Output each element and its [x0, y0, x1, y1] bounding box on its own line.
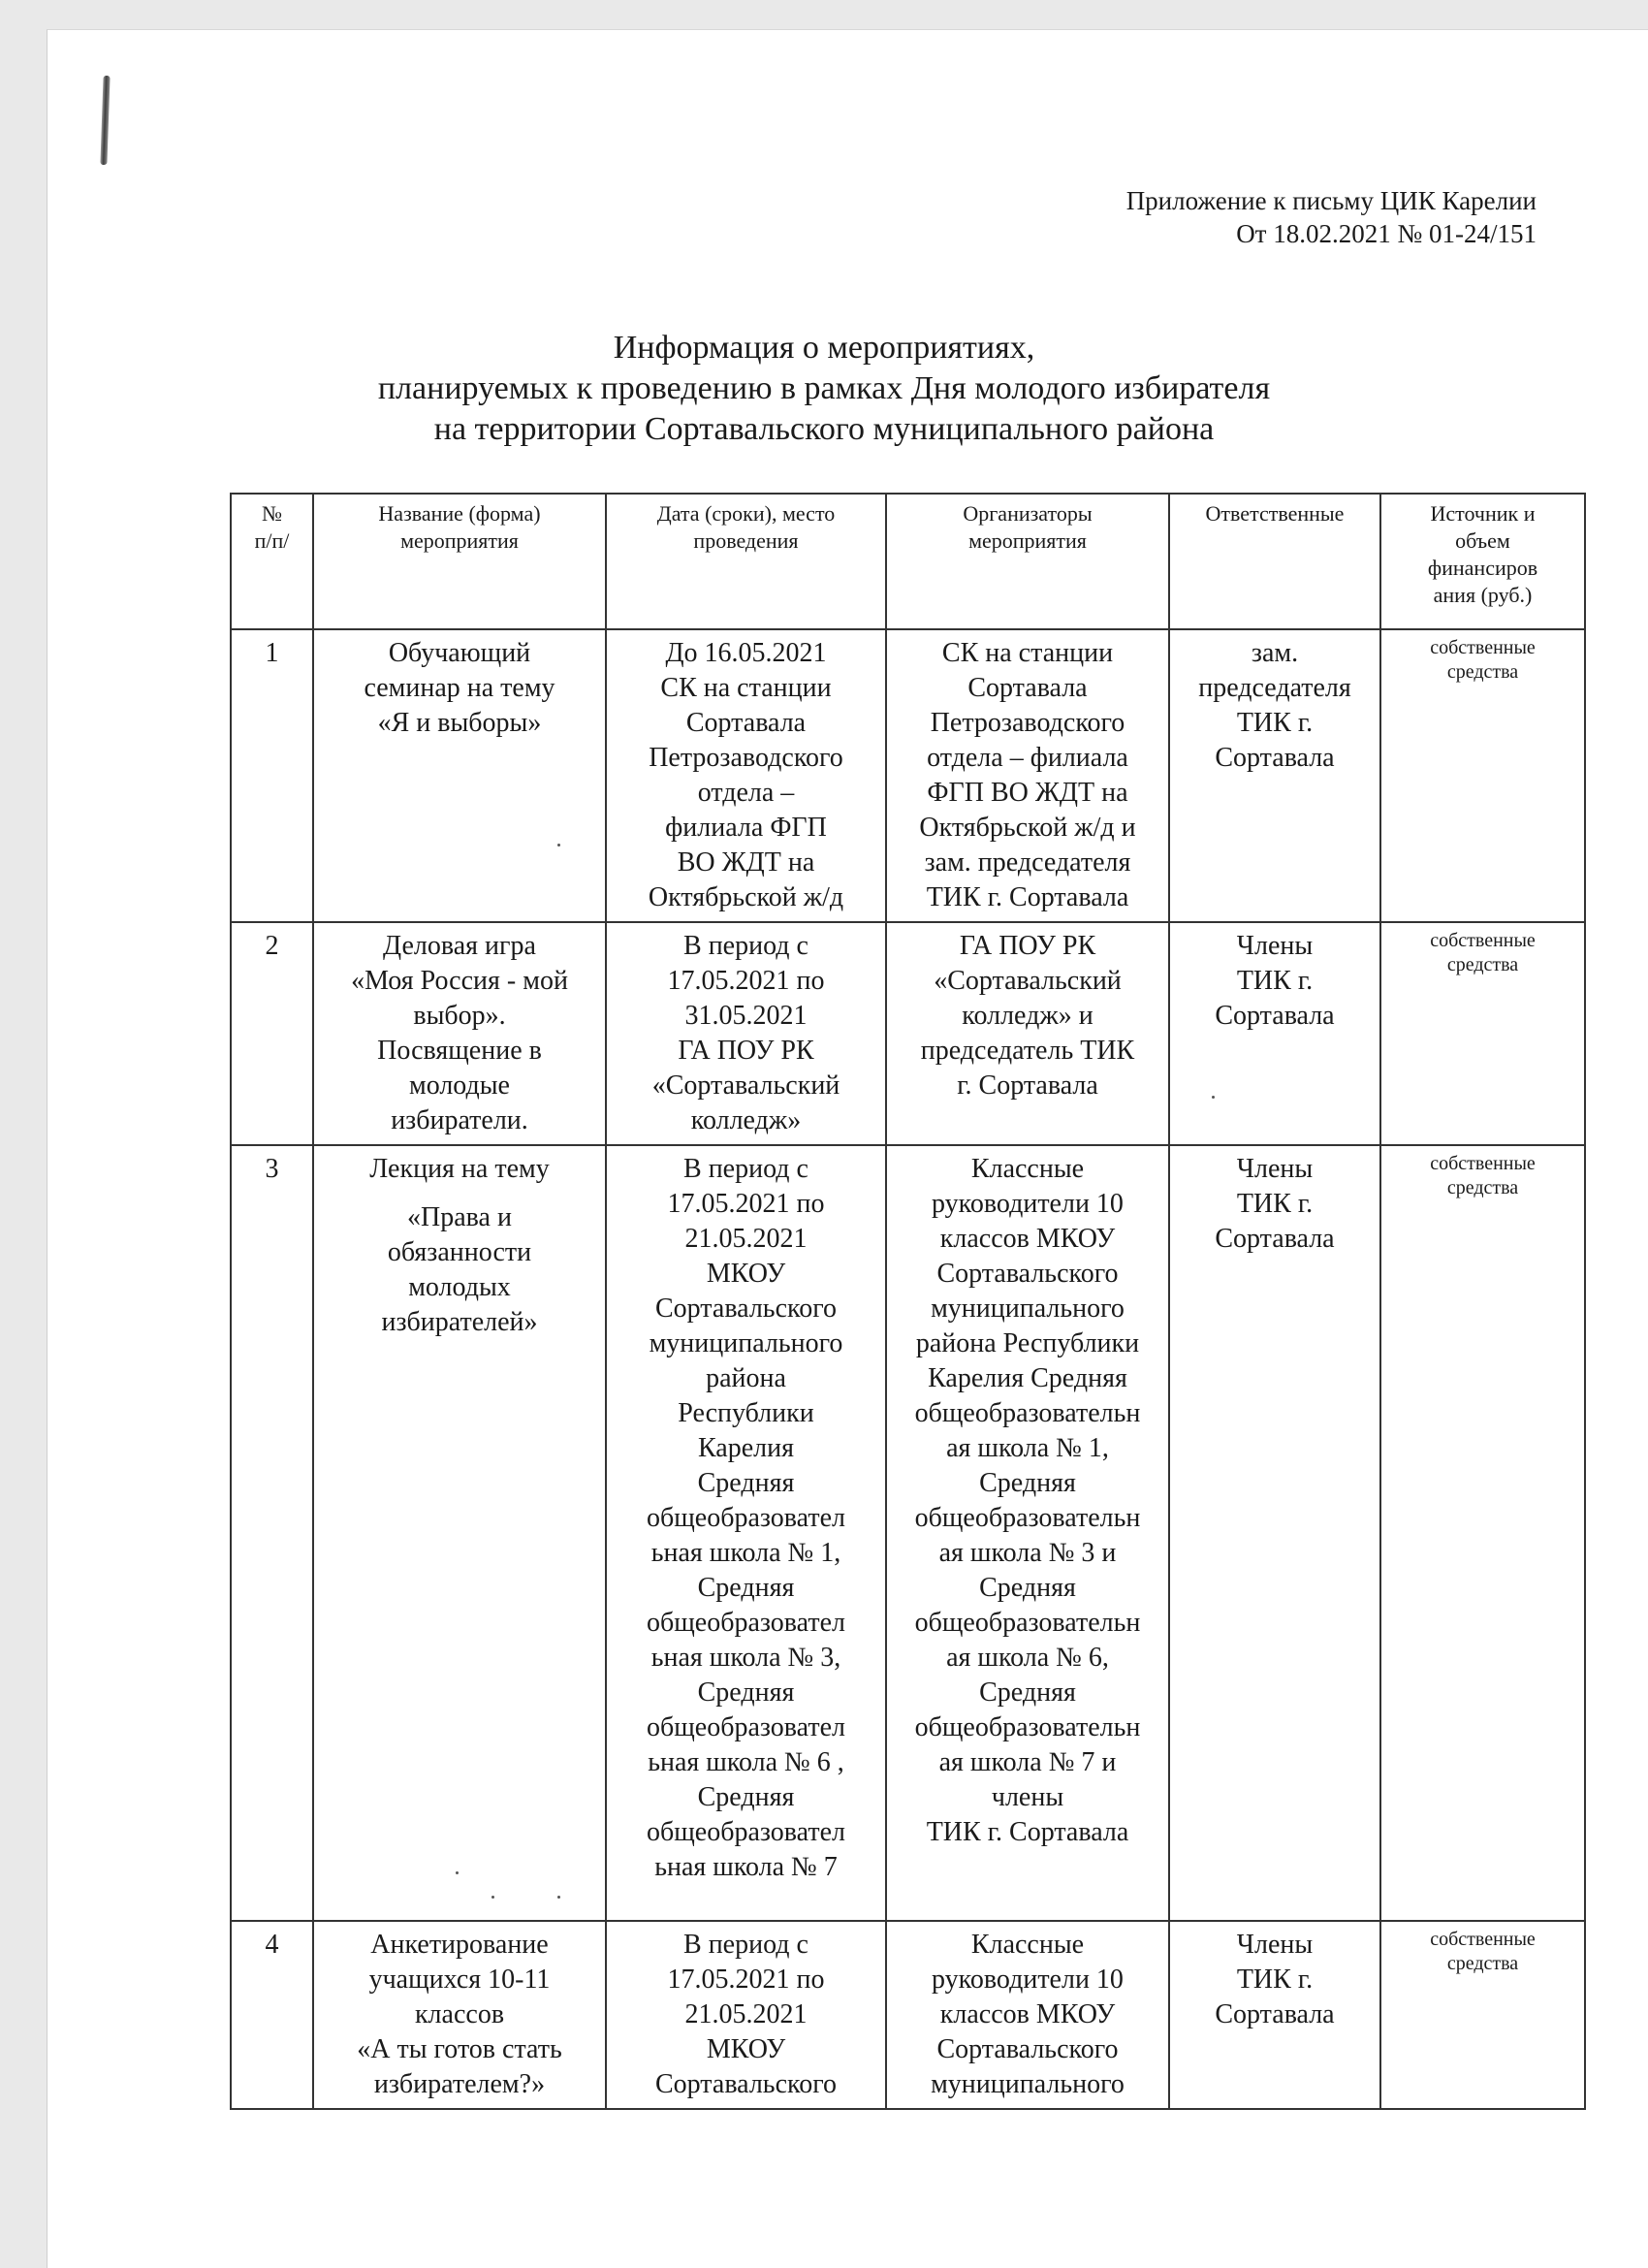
event-funding: собственные средства	[1380, 1145, 1585, 1921]
event-funding: собственные средства	[1380, 629, 1585, 922]
table-row	[231, 629, 1585, 922]
event-organizers: ГА ПОУ РК «Сортавальский колледж» и председатель ТИК г. Сортавала	[886, 922, 1169, 1145]
event-name-topic: «Права и обязанности молодых избирателей»	[381, 1202, 538, 1337]
table-row	[231, 1145, 1585, 1921]
event-date-place: До 16.05.2021 СК на станции Сортавала Петрозаводского отдела – филиала ФГП ВО ЖДТ на Октябрьской ж/д	[606, 629, 886, 922]
header-organizers: Организаторы мероприятия	[886, 494, 1169, 629]
header-date-place: Дата (сроки), место проведения	[606, 494, 886, 629]
title-line-3: на территории Сортавальского муниципального района	[433, 411, 1215, 447]
row-number: 4	[231, 1921, 313, 2109]
event-responsible: Члены ТИК г. Сортавала	[1169, 922, 1380, 1145]
event-name: Анкетирование учащихся 10-11 классов «А ты готов стать избирателем?»	[313, 1921, 606, 2109]
table-row	[231, 922, 1585, 1145]
appendix-reference	[1126, 184, 1537, 250]
event-funding: собственные средства	[1380, 922, 1585, 1145]
row-number: 1	[231, 629, 313, 922]
event-date-place: В период с 17.05.2021 по 21.05.2021 МКОУ Сортавальского муниципального района Республики Карелия Средняя общеобразовател ьная школа № 1, Средняя общеобразовател ьная школа № 3, Средняя общеобразовател ьная школа № 6 , Средняя общеобразовател ьная школа № 7	[606, 1145, 886, 1921]
document-title	[0, 328, 1648, 450]
header-number: № п/п/	[231, 494, 313, 629]
scan-speck	[1212, 1096, 1215, 1099]
event-responsible: Члены ТИК г. Сортавала	[1169, 1921, 1380, 2109]
table-row	[231, 1921, 1585, 2109]
scan-speck	[557, 1896, 560, 1899]
scan-speck	[456, 1871, 459, 1874]
event-name: Лекция на тему	[369, 1154, 550, 1184]
appendix-line-2: От 18.02.2021 № 01-24/151	[1236, 219, 1537, 248]
event-organizers: СК на станции Сортавала Петрозаводского отдела – филиала ФГП ВО ЖДТ на Октябрьской ж/д и зам. председателя ТИК г. Сортавала	[886, 629, 1169, 922]
event-date-place: В период с 17.05.2021 по 21.05.2021 МКОУ Сортавальского	[606, 1921, 886, 2109]
event-responsible: зам. председателя ТИК г. Сортавала	[1169, 629, 1380, 922]
event-responsible: Члены ТИК г. Сортавала	[1169, 1145, 1380, 1921]
scan-speck	[491, 1896, 494, 1899]
event-name: Обучающий семинар на тему «Я и выборы»	[313, 629, 606, 922]
title-line-1: Информация о мероприятиях,	[613, 330, 1035, 366]
scan-speck	[557, 844, 560, 847]
event-date-place: В период с 17.05.2021 по 31.05.2021 ГА ПОУ РК «Сортавальский колледж»	[606, 922, 886, 1145]
event-organizers: Классные руководители 10 классов МКОУ Сортавальского муниципального	[886, 1921, 1169, 2109]
header-event-name: Название (форма) мероприятия	[313, 494, 606, 629]
event-organizers: Классные руководители 10 классов МКОУ Сортавальского муниципального района Республики Карелия Средняя общеобразовательн ая школа № 1, Средняя общеобразовательн ая школа № 3 и Средняя общеобразовательн ая школа № 6, Средняя общеобразовательн ая школа № 7 и члены ТИК г. Сортавала	[886, 1145, 1169, 1921]
row-number: 3	[231, 1145, 313, 1921]
appendix-line-1: Приложение к письму ЦИК Карелии	[1125, 186, 1537, 215]
header-funding: Источник и объем финансиров ания (руб.)	[1380, 494, 1585, 629]
event-name-cell	[313, 1145, 606, 1921]
row-number: 2	[231, 922, 313, 1145]
table-header-row	[231, 494, 1585, 629]
title-line-2: планируемых к проведению в рамках Дня молодого избирателя	[377, 370, 1271, 406]
event-funding: собственные средства	[1380, 1921, 1585, 2109]
events-table	[230, 493, 1586, 2110]
header-responsible: Ответственные	[1169, 494, 1380, 629]
event-name: Деловая игра «Моя Россия - мой выбор». Посвящение в молодые избиратели.	[313, 922, 606, 1145]
